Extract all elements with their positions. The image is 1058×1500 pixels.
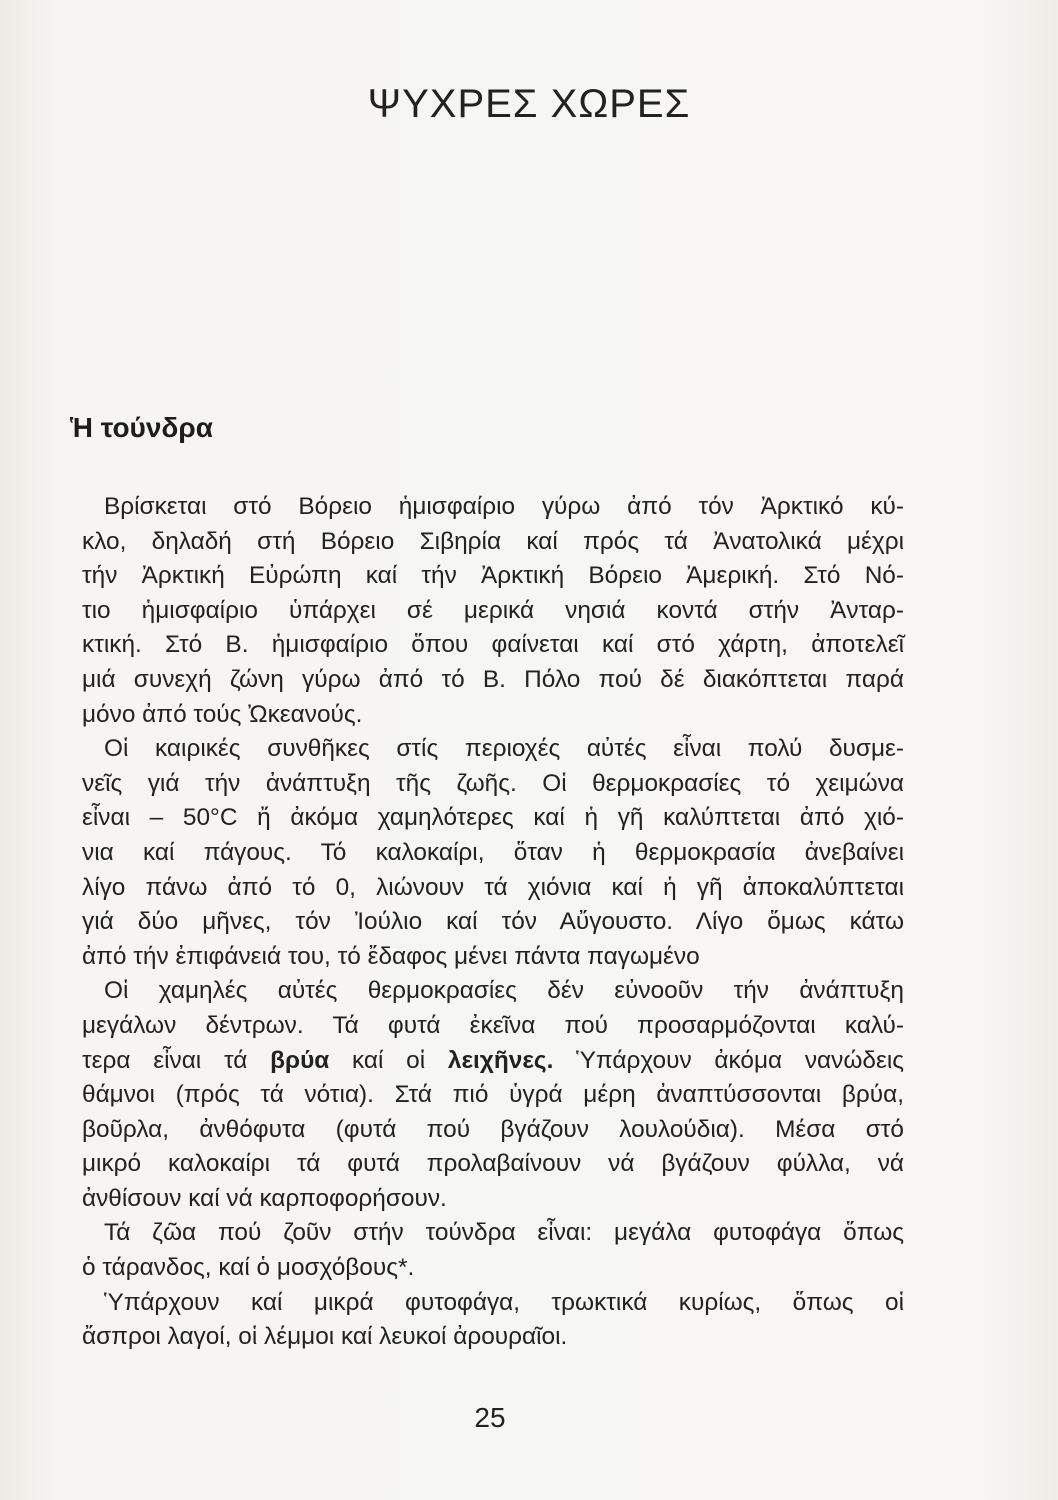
page-title: ΨΥΧΡΕΣ ΧΩΡΕΣ (367, 82, 691, 126)
text-line: μιά συνεχή ζώνη γύρω ἀπό τό Β. Πόλο πού δέ διακόπτεται παρά (82, 665, 904, 693)
text-line: βοῦρλα, ἀνθόφυτα (φυτά πού βγάζουν λουλούδια). Μέσα στό (82, 1115, 904, 1143)
text-line: εἶναι – 50°C ἤ ἀκόμα χαμηλότερες καί ἡ γῆ καλύπτεται ἀπό χιό- (82, 804, 904, 832)
text-line: Βρίσκεται στό Βόρειο ἡμισφαίριο γύρω ἀπό τόν Ἀρκτικό κύ- (104, 493, 904, 520)
text-line: λίγο πάνω ἀπό τό 0, λιώνουν τά χιόνια καί ἡ γῆ ἀποκαλύπτεται (82, 873, 904, 901)
page-number: 25 (474, 1402, 506, 1433)
bold-term-lichens: λειχῆνες. (447, 1046, 554, 1074)
text-line: νια καί πάγους. Τό καλοκαίρι, ὅταν ἡ θερμοκρασία ἀνεβαίνει (82, 838, 904, 866)
text-line: ὁ τάρανδος, καί ὁ μοσχόβους*. (82, 1254, 415, 1282)
text-line: Οἱ χαμηλές αὐτές θερμοκρασίες δέν εὐνοοῦν τήν ἀνάπτυξη (104, 977, 904, 1005)
text-segment: Ὑπάρχουν ἀκόμα νανώδεις (553, 1046, 904, 1074)
body-text (82, 490, 904, 1355)
text-line: μικρό καλοκαίρι τά φυτά προλαβαίνουν νά βγάζουν φύλλα, νά (82, 1150, 904, 1178)
text-line: κτική. Στό Β. ἡμισφαίριο ὅπου φαίνεται καί στό χάρτη, ἀποτελεῖ (82, 631, 904, 659)
text-line-with-bold (82, 1044, 904, 1079)
section-heading: Ἡ τούνδρα (70, 412, 213, 443)
text-line: γιά δύο μῆνες, τόν Ἰούλιο καί τόν Αὔγουστο. Λίγο ὅμως κάτω (82, 908, 904, 936)
text-line: Ὑπάρχουν καί μικρά φυτοφάγα, τρωκτικά κυρίως, ὅπως οἱ (104, 1288, 904, 1316)
text-line: ἀπό τήν ἐπιφάνειά του, τό ἔδαφος μένει πάντα παγωμένο (82, 942, 700, 970)
text-line: ἀνθίσουν καί νά καρποφορήσουν. (82, 1184, 447, 1212)
text-segment: τερα εἶναι τά (82, 1046, 271, 1074)
text-line: Οἱ καιρικές συνθῆκες στίς περιοχές αὐτές εἶναι πολύ δυσμε- (104, 735, 904, 763)
text-line: μόνο ἀπό τούς Ὠκεανούς. (82, 700, 363, 728)
text-line: κλο, δηλαδή στή Βόρειο Σιβηρία καί πρός τά Ἀνατολικά μέχρι (82, 527, 904, 555)
text-line: τιο ἡμισφαίριο ὑπάρχει σέ μερικά νησιά κοντά στήν Ἀνταρ- (82, 596, 904, 624)
text-line: θάμνοι (πρός τά νότια). Στά πιό ὑγρά μέρη ἀναπτύσσονται βρύα, (82, 1081, 904, 1109)
bold-term-bryophytes: βρύα (270, 1046, 330, 1074)
text-line: μεγάλων δέντρων. Τά φυτά ἐκεῖνα πού προσαρμόζονται καλύ- (82, 1011, 904, 1039)
text-line: νεῖς γιά τήν ἀνάπτυξη τῆς ζωῆς. Οἱ θερμοκρασίες τό χειμώνα (82, 769, 904, 797)
text-line: Τά ζῶα πού ζοῦν στήν τούνδρα εἶναι: μεγάλα φυτοφάγα ὅπως (104, 1219, 904, 1247)
text-segment: καί οἱ (329, 1046, 448, 1074)
text-line: τήν Ἀρκτική Εὐρώπη καί τήν Ἀρκτική Βόρειο Ἀμερική. Στό Νό- (82, 562, 904, 590)
text-line: ἄσπροι λαγοί, οἱ λέμμοι καί λευκοί ἀρουραῖοι. (82, 1323, 568, 1351)
